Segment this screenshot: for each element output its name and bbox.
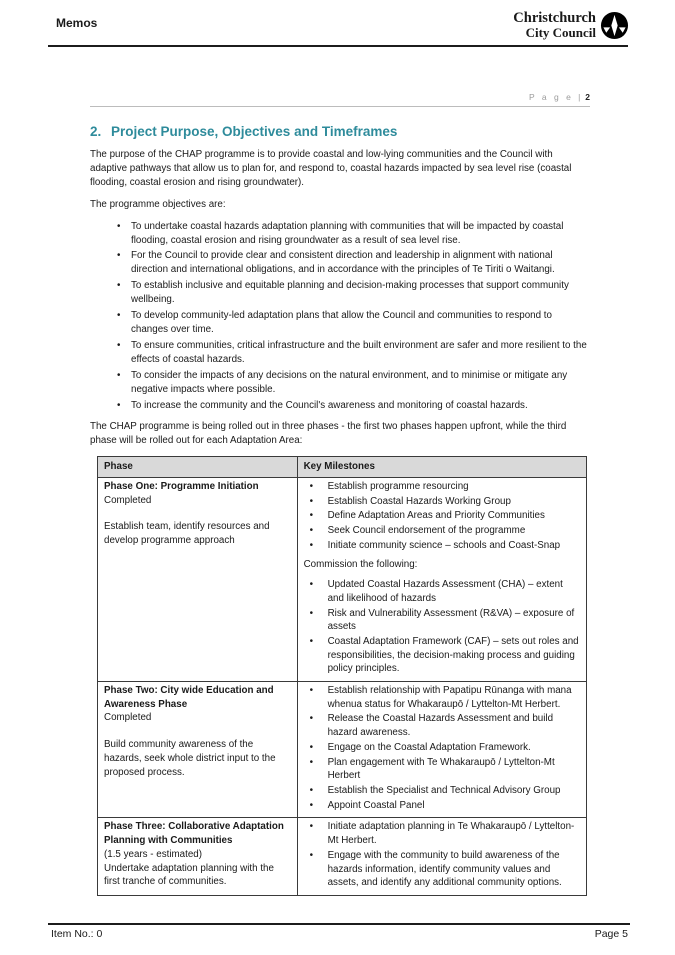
- objectives-lead-paragraph: The programme objectives are:: [90, 198, 226, 210]
- list-item: • To consider the impacts of any decisions on the natural environment, and to minimise or mitigate any negative impacts where possible.: [90, 369, 590, 397]
- milestones-list: [304, 480, 580, 553]
- list-item: • Risk and Vulnerability Assessment (R&VA) – exposure of assets: [304, 607, 580, 634]
- list-item: • Establish the Specialist and Technical Advisory Group: [304, 784, 580, 798]
- phase-three-cell: [98, 818, 298, 896]
- list-item: • Appoint Coastal Panel: [304, 799, 580, 813]
- phase-title: Phase Three: Collaborative Adaptation Planning with Communities: [104, 821, 284, 847]
- list-item: • To ensure communities, critical infrastructure and the built environment are safer and more resilient to the effects of coastal hazards.: [90, 339, 590, 367]
- phase-description: Undertake adaptation planning with the first tranche of communities.: [104, 862, 274, 888]
- council-emblem-icon: [600, 11, 629, 40]
- memo-title: Memos: [56, 16, 98, 30]
- page-number-label: P a g e |: [529, 92, 583, 102]
- section-heading-text: Project Purpose, Objectives and Timeframes: [111, 124, 398, 139]
- phase-status: (1.5 years - estimated): [104, 848, 203, 860]
- phase-description: Establish team, identify resources and develop programme approach: [104, 521, 270, 547]
- commission-label: Commission the following:: [303, 559, 418, 571]
- table-row: [98, 682, 587, 818]
- commission-list: [304, 578, 580, 676]
- column-header-key-milestones: Key Milestones: [297, 457, 586, 478]
- list-item: • Initiate community science – schools and Coast-Snap: [304, 539, 580, 553]
- section-heading: [90, 124, 590, 139]
- council-logo-line2: City Council: [525, 25, 596, 41]
- phase-title: Phase Two: City wide Education and Awareness Phase: [104, 685, 274, 710]
- phase-one-milestones-cell: [297, 477, 586, 681]
- list-item: • Coastal Adaptation Framework (CAF) – sets out roles and responsibilities, the decision-making process and guiding policy principles.: [304, 635, 580, 676]
- list-item: • Plan engagement with Te Whakaraupō / Lyttelton-Mt Herbert: [304, 756, 580, 783]
- phase-one-cell: [98, 477, 298, 681]
- phases-lead-paragraph: The CHAP programme is being rolled out in three phases - the first two phases happen upfront, while the third phase will be rolled out for each Adaptation Area:: [90, 421, 567, 447]
- list-item: • Release the Coastal Hazards Assessment and build hazard awareness.: [304, 712, 580, 739]
- header-divider: [48, 45, 628, 47]
- phase-two-cell: [98, 682, 298, 818]
- phase-status: Completed: [104, 494, 152, 506]
- list-item: • Initiate adaptation planning in Te Whakaraupō / Lyttelton-Mt Herbert.: [304, 820, 580, 847]
- milestones-list: [304, 820, 580, 890]
- footer-item-number: Item No.: 0: [51, 928, 103, 940]
- milestones-list: [304, 684, 580, 812]
- footer-divider: [48, 923, 630, 925]
- phase-title: Phase One: Programme Initiation: [104, 480, 259, 492]
- section-heading-number: 2.: [90, 124, 102, 139]
- footer-page-number: Page 5: [594, 928, 628, 940]
- phase-two-milestones-cell: [297, 682, 586, 818]
- column-header-phase: Phase: [98, 457, 298, 478]
- page-number-value: 2: [585, 92, 590, 102]
- list-item: • Establish programme resourcing: [304, 480, 580, 494]
- list-item: • Define Adaptation Areas and Priority Communities: [304, 509, 580, 523]
- list-item: • To undertake coastal hazards adaptation planning with communities that will be impacted by coastal flooding, coastal erosion and rising groundwater as a result of sea level rise.: [90, 220, 590, 248]
- council-logo-line1: Christchurch: [513, 10, 596, 27]
- list-item: • For the Council to provide clear and consistent direction and leadership in alignment with national direction and international obligations, and in accordance with the principles of Te Tiriti o Waitangi.: [90, 249, 590, 277]
- phase-status: Completed: [104, 712, 152, 724]
- phases-table: [97, 456, 587, 896]
- list-item: • Establish relationship with Papatipu Rūnanga with mana whenua status for Whakaraupō / Lyttelton-Mt Herbert.: [304, 684, 580, 711]
- list-item: • To increase the community and the Council's awareness and monitoring of coastal hazards.: [90, 399, 590, 413]
- table-row: [98, 818, 587, 896]
- council-logo-text: [513, 11, 596, 39]
- objectives-list: [90, 220, 590, 413]
- list-item: • Seek Council endorsement of the programme: [304, 524, 580, 538]
- list-item: • Updated Coastal Hazards Assessment (CHA) – extent and likelihood of hazards: [304, 578, 580, 605]
- table-header-row: [98, 457, 587, 478]
- list-item: • Establish Coastal Hazards Working Group: [304, 495, 580, 509]
- council-logo: [513, 11, 629, 40]
- table-row: [98, 477, 587, 681]
- intro-paragraph: The purpose of the CHAP programme is to provide coastal and low-lying communities and the Council with adaptive pathways that allow us to plan for, and respond to, coastal hazards impacted by sea level rise (coastal flooding, coastal erosion and rising groundwater).: [90, 149, 572, 188]
- page-content: [90, 92, 590, 896]
- list-item: • Engage on the Coastal Adaptation Framework.: [304, 741, 580, 755]
- page-number-header: [90, 92, 590, 107]
- list-item: • Engage with the community to build awareness of the hazards information, identify community values and assets, and identify any additional community options.: [304, 849, 580, 890]
- phase-three-milestones-cell: [297, 818, 586, 896]
- list-item: • To develop community-led adaptation plans that allow the Council and communities to respond to changes over time.: [90, 309, 590, 337]
- list-item: • To establish inclusive and equitable planning and decision-making processes that support community wellbeing.: [90, 279, 590, 307]
- phase-description: Build community awareness of the hazards, seek whole district input to the proposed process.: [104, 739, 276, 778]
